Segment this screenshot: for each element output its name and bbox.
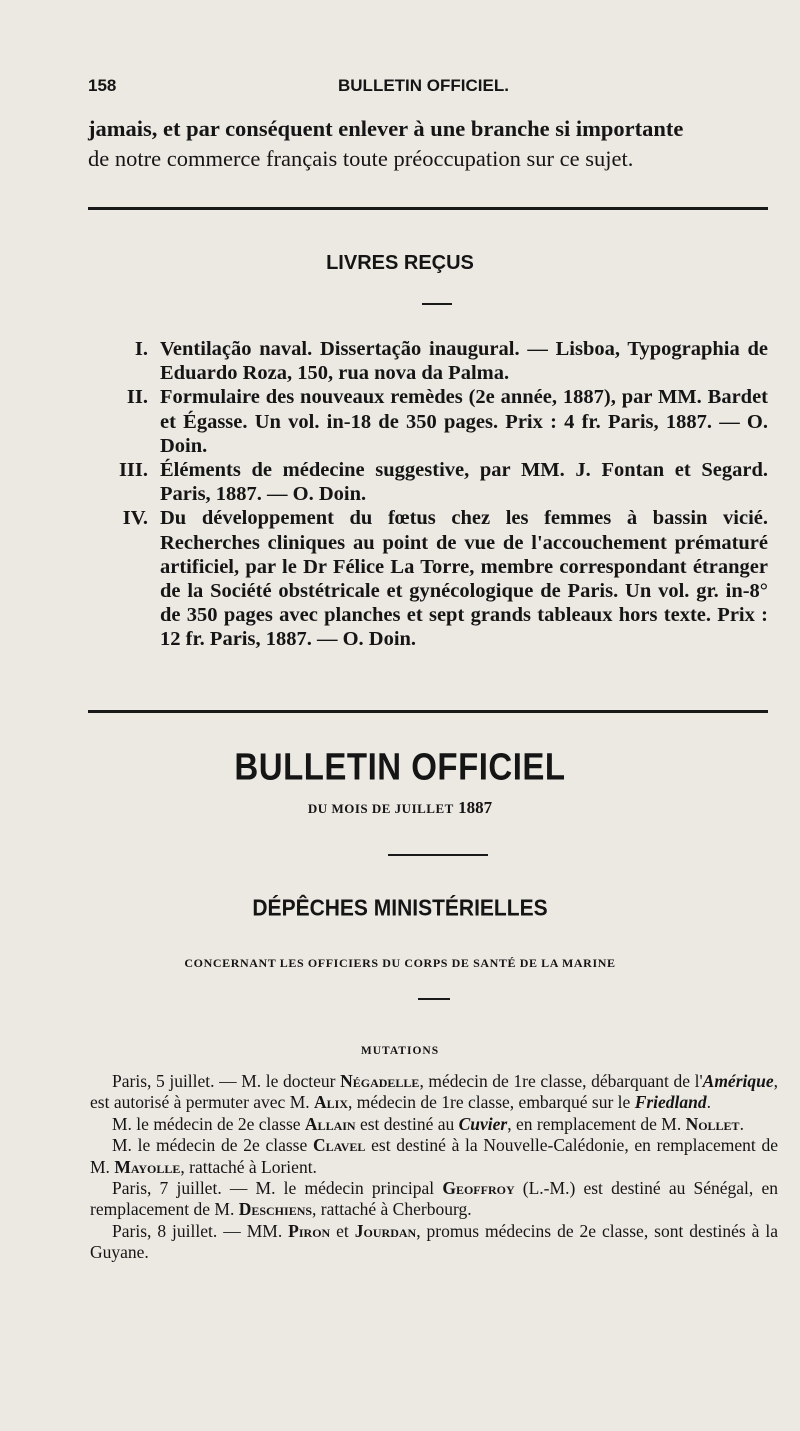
book-item: [118, 506, 768, 651]
book-numeral: II.: [126, 386, 148, 409]
book-numeral: I.: [134, 338, 148, 360]
book-text: Du développement du fœtus chez les femmes à bassin vicié. Recherches cliniques au point de vue de l'accouchement prématuré artificiel, par le Dr Félice La Torre, membre correspondant étranger de la Société obstétricale et gynécologique de Paris. Un vol. gr. in-8° de 350 pages avec planches et sept grands tableaux hors texte. Prix : 12 fr. Paris, 1887. — O. Doin.: [160, 507, 768, 651]
section-divider: [88, 710, 768, 713]
mutation-entry: Paris, 8 juillet. — MM. Piron et Jourdan, promus médecins de 2e classe, sont destinés à la Guyane.: [90, 1220, 779, 1263]
intro-line-1: jamais, et par conséquent enlever à une branche si importante: [88, 116, 684, 141]
book-numeral: III.: [118, 459, 148, 482]
book-text: Éléments de médecine suggestive, par MM. J. Fontan et Segard. Paris, 1887. — O. Doin.: [160, 459, 768, 506]
mutation-entry: M. le médecin de 2e classe Clavel est destiné à la Nouvelle-Calédonie, en remplacement de M. Mayolle, rattaché à Lorient.: [90, 1135, 778, 1177]
running-header: [88, 76, 768, 102]
bulletin-month: DU MOIS DE JUILLET: [307, 801, 454, 816]
livres-heading: LIVRES REÇUS: [326, 252, 474, 274]
book-numeral: IV.: [122, 507, 148, 530]
book-list: [118, 337, 768, 652]
intro-line-2: de notre commerce français toute préoccupation sur ce sujet.: [88, 146, 634, 171]
running-title: BULLETIN OFFICIEL.: [338, 76, 509, 95]
mutations-label: MUTATIONS: [360, 1045, 440, 1057]
short-divider: [422, 303, 452, 305]
book-text: Ventilação naval. Dissertação inaugural. — Lisboa, Typographia de Eduardo Roza, 150, rua nova da Palma.: [160, 338, 768, 385]
short-divider: [388, 854, 488, 856]
bulletin-title: BULLETIN OFFICIEL: [234, 745, 566, 788]
section-divider: [88, 207, 768, 210]
bulletin-year: 1887: [458, 798, 493, 817]
page-number: 158: [88, 76, 117, 95]
mutations-list: [90, 1071, 778, 1264]
book-text: Formulaire des nouveaux remèdes (2e année, 1887), par MM. Bardet et Égasse. Un vol. in-18 de 350 pages. Prix : 4 fr. Paris, 1887. — O. Doin.: [160, 386, 768, 457]
book-item: [118, 385, 768, 458]
bulletin-subtitle: [0, 798, 800, 818]
mutation-entry: M. le médecin de 2e classe Allain est destiné au Cuvier, en remplacement de M. Nollet.: [112, 1113, 744, 1134]
depeches-heading: DÉPÊCHES MINISTÉRIELLES: [252, 895, 548, 922]
short-divider: [418, 998, 450, 1000]
depeches-subheading: CONCERNANT LES OFFICIERS DU CORPS DE SANTÉ DE LA MARINE: [184, 956, 616, 970]
book-item: [118, 458, 768, 506]
mutation-entry: Paris, 7 juillet. — M. le médecin principal Geoffroy (L.-M.) est destiné au Sénégal, en remplacement de M. Deschiens, rattaché à Cherbourg.: [90, 1178, 778, 1220]
mutation-entry: Paris, 5 juillet. — M. le docteur Négadelle, médecin de 1re classe, débarquant de l'Amérique, est autorisé à permuter avec M. Alix, médecin de 1re classe, embarqué sur le Friedland.: [90, 1071, 778, 1113]
book-item: [118, 337, 768, 385]
intro-text: [88, 114, 768, 174]
